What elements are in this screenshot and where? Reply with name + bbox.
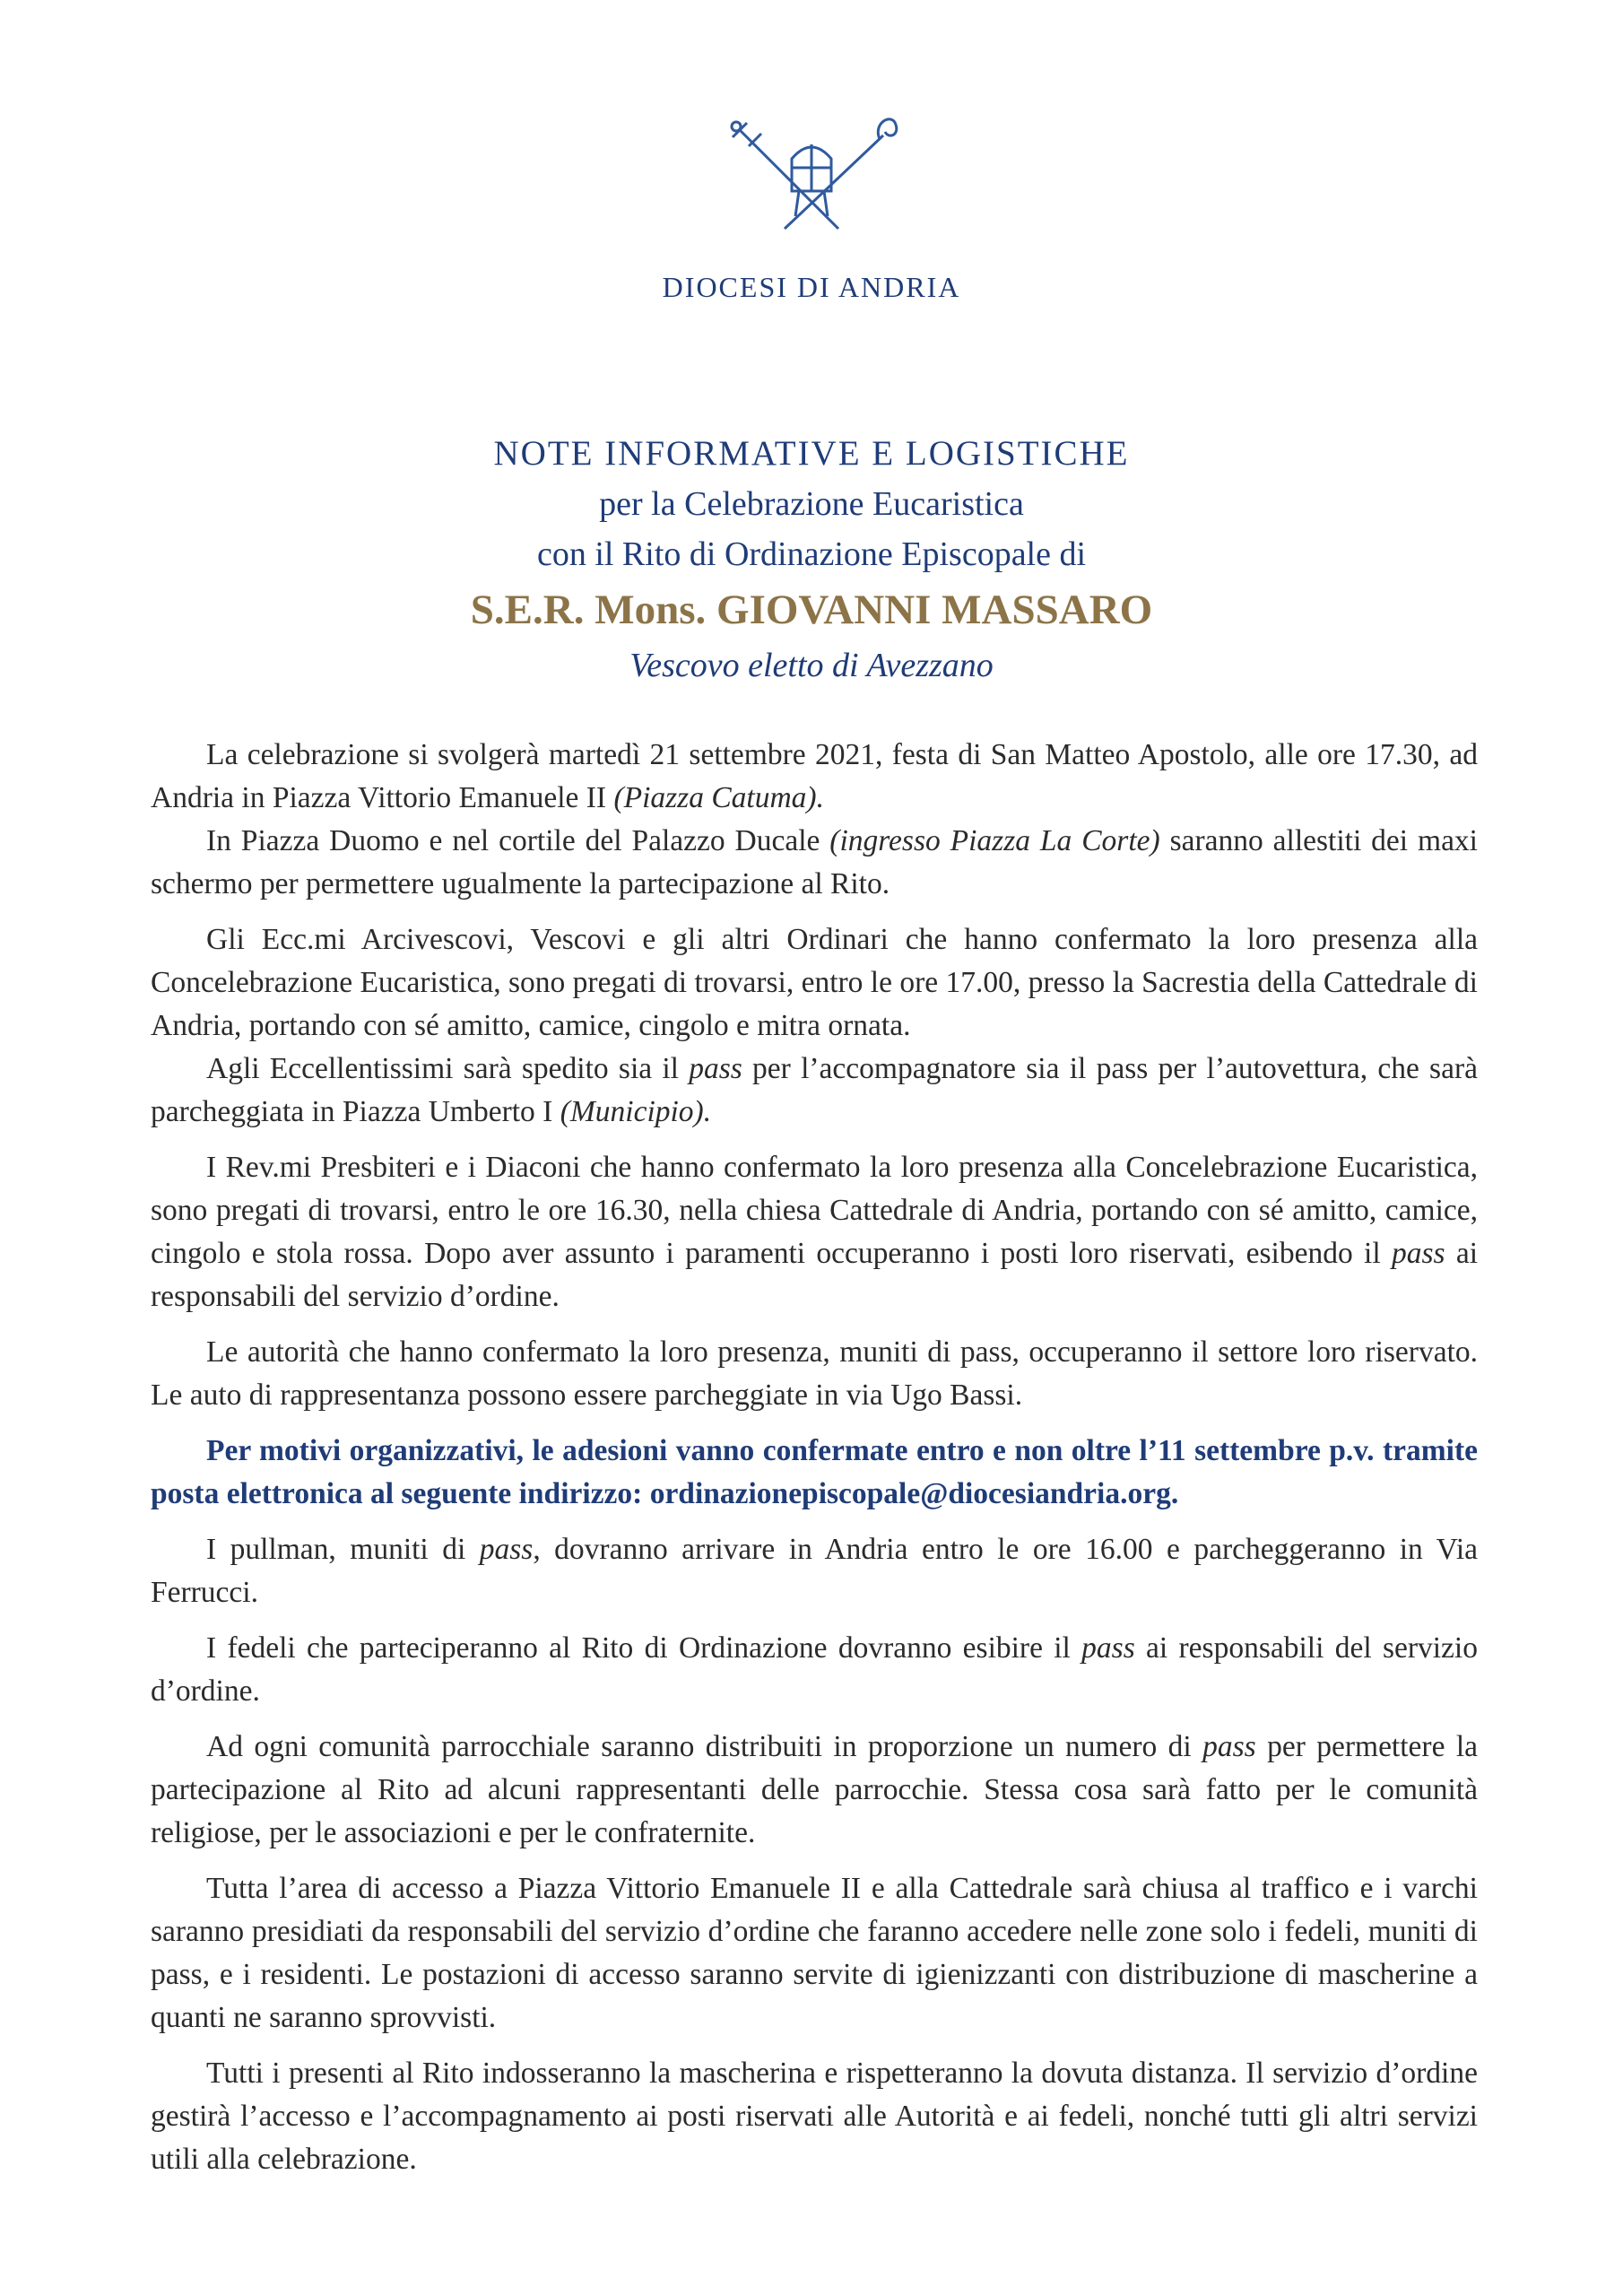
bishop-role: Vescovo eletto di Avezzano (629, 647, 994, 684)
subtitle-line-1: per la Celebrazione Eucaristica (599, 485, 1024, 523)
bishop-name: S.E.R. Mons. GIOVANNI MASSARO (470, 587, 1153, 633)
paragraph: I Rev.mi Presbiteri e i Diaconi che hanno confermato la loro presenza alla Concelebrazione Eucaristica, sono pregati di trovarsi, entro le ore 16.30, nella chiesa Cattedrale di Andria, portando con sé amitto, camice, cingolo e stola rossa. Dopo aver assunto i paramenti occuperanno i posti loro riservati, esibendo il pass ai responsabili del servizio d’ordine. (151, 1151, 1478, 1313)
paragraph: Tutta l’area di accesso a Piazza Vittorio Emanuele II e alla Cattedrale sarà chiusa al traffico e i varchi saranno presidiati da responsabili del servizio d’ordine che faranno accedere nelle zone solo i fedeli, muniti di pass, e i residenti. Le postazioni di accesso saranno servite di igienizzanti con distribuzione di mascherine a quanti ne saranno sprovvisti. (151, 1872, 1478, 2034)
paragraph: In Piazza Duomo e nel cortile del Palazzo Ducale (ingresso Piazza La Corte) saranno allestiti dei maxi schermo per permettere ugualmente la partecipazione al Rito. (151, 824, 1478, 900)
subtitle-line-2: con il Rito di Ordinazione Episcopale di (536, 535, 1087, 573)
paragraph: Tutti i presenti al Rito indosseranno la mascherina e rispetteranno la dovuta distanza. Il servizio d’ordine gestirà l’accesso e l’accompagnamento ai posti riservati alle Autorità e ai fedeli, nonché tutti gli altri servizi utili alla celebrazione. (151, 2057, 1478, 2176)
diocese-coat-of-arms-icon (722, 112, 901, 238)
registration-notice: Per motivi organizzativi, le adesioni vanno confermate entro e non oltre l’11 settembre p.v. tramite posta elettronica al seguente indirizzo: ordinazionepiscopale@diocesiandria.org. (151, 1434, 1478, 1510)
paragraph: I fedeli che parteciperanno al Rito di Ordinazione dovranno esibire il pass ai responsabili del servizio d’ordine. (151, 1631, 1478, 1708)
paragraph: La celebrazione si svolgerà martedì 21 settembre 2021, festa di San Matteo Apostolo, alle ore 17.30, ad Andria in Piazza Vittorio Emanuele II (Piazza Catuma). (151, 738, 1478, 814)
paragraph: Le autorità che hanno confermato la loro presenza, muniti di pass, occuperanno il settore loro riservato. Le auto di rappresentanza possono essere parcheggiate in via Ugo Bassi. (151, 1335, 1478, 1412)
document-body (151, 734, 1478, 2181)
organization-name: DIOCESI DI ANDRIA (662, 271, 961, 303)
paragraph: I pullman, muniti di pass, dovranno arrivare in Andria entro le ore 16.00 e parcheggeranno in Via Ferrucci. (151, 1533, 1478, 1609)
document-heading (0, 429, 1623, 691)
document-title: NOTE INFORMATIVE E LOGISTICHE (493, 434, 1130, 473)
paragraph: Gli Ecc.mi Arcivescovi, Vescovi e gli altri Ordinari che hanno confermato la loro presenza alla Concelebrazione Eucaristica, sono pregati di trovarsi, entro le ore 17.00, presso la Sacrestia della Cattedrale di Andria, portando con sé amitto, camice, cingolo e mitra ornata. (151, 923, 1478, 1042)
paragraph: Ad ogni comunità parrocchiale saranno distribuiti in proporzione un numero di pass per permettere la partecipazione al Rito ad alcuni rappresentanti delle parrocchie. Stessa cosa sarà fatto per le comunità religiose, per le associazioni e per le confraternite. (151, 1730, 1478, 1849)
paragraph: Agli Eccellentissimi sarà spedito sia il pass per l’accompagnatore sia il pass per l’autovettura, che sarà parcheggiata in Piazza Umberto I (Municipio). (151, 1052, 1478, 1128)
